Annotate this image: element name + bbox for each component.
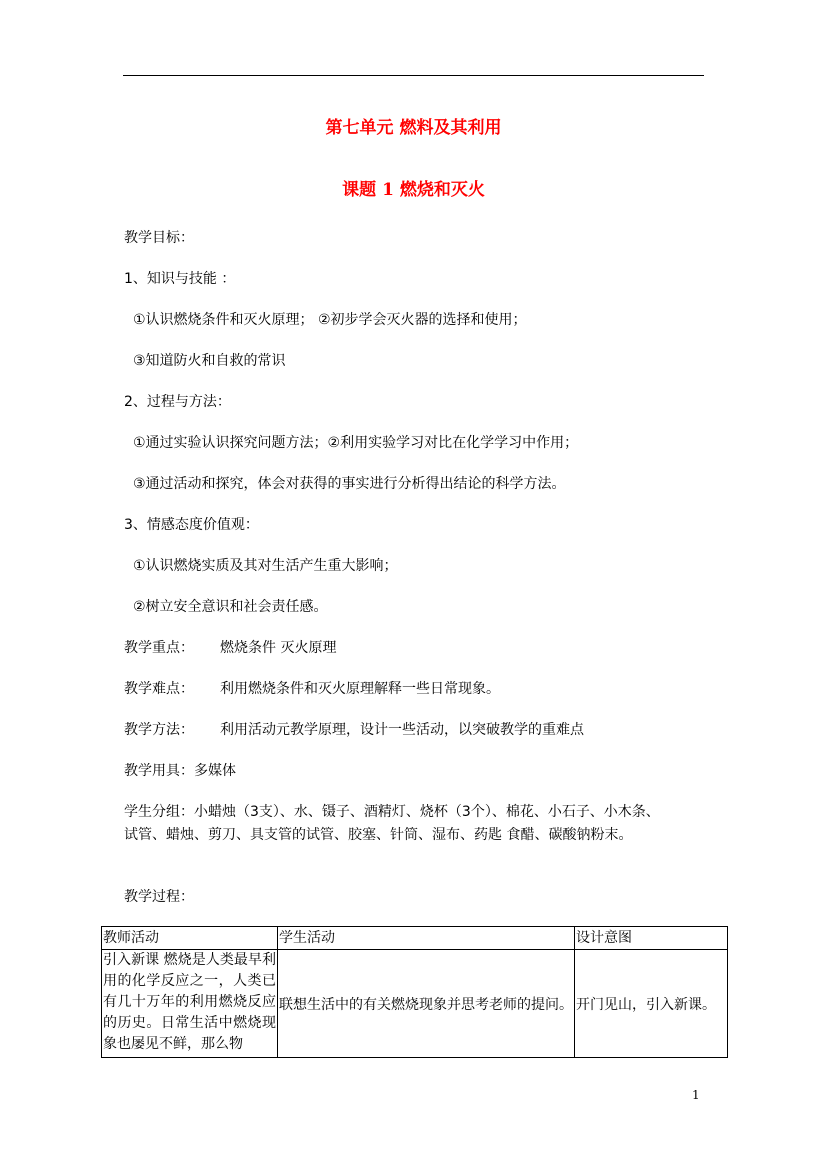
grouping-line-2: 试管、蜡烛、剪刀、具支管的试管、胶塞、针筒、湿布、药匙 食醋、碳酸钠粉末。 [124, 827, 633, 843]
header-student-activity: 学生活动 [278, 927, 575, 950]
teacher-activity-cell: 引入新课 燃烧是人类最早利用的化学反应之一，人类已有几十万年的利用燃烧反应的历史。日常生活中燃烧现象也屡见不鲜，那么物 [102, 950, 278, 1058]
student-activity-cell: 联想生活中的有关燃烧现象并思考老师的提问。 [278, 950, 575, 1058]
process-line-2: ③通过活动和探究，体会对获得的事实进行分析得出结论的科学方法。 [133, 476, 566, 492]
emotion-heading: 3、情感态度价值观： [124, 517, 259, 533]
process-heading: 2、过程与方法： [124, 394, 231, 410]
table-row [102, 950, 728, 1058]
process-section-heading: 教学过程： [124, 889, 194, 905]
methods-value: 利用活动元教学原理，设计一些活动，以突破教学的重难点 [220, 722, 584, 738]
header-design-intent: 设计意图 [575, 927, 728, 950]
difficulties-value: 利用燃烧条件和灭火原理解释一些日常现象。 [220, 681, 500, 697]
lesson-title: 课题 1 燃烧和灭火 [342, 180, 485, 200]
table-header-row [102, 927, 728, 950]
emotion-line-1: ①认识燃烧实质及其对生活产生重大影响； [133, 558, 398, 574]
unit-title: 第七单元 燃料及其利用 [325, 118, 502, 138]
key-points [124, 639, 336, 657]
header-teacher-activity: 教师活动 [102, 927, 278, 950]
key-points-label: 教学重点： [124, 640, 194, 656]
header-rule [123, 75, 704, 76]
difficulties [124, 680, 500, 698]
objectives-heading: 教学目标： [124, 230, 194, 246]
process-line-1: ①通过实验认识探究问题方法；②利用实验学习对比在化学学习中作用； [133, 435, 579, 451]
teaching-process-table [101, 926, 728, 1058]
knowledge-line-1: ①认识燃烧条件和灭火原理； ②初步学会灭火器的选择和使用； [133, 312, 527, 328]
key-points-value: 燃烧条件 灭火原理 [220, 640, 337, 656]
knowledge-line-2: ③知道防火和自救的常识 [133, 353, 286, 369]
methods [124, 721, 584, 739]
emotion-line-2: ②树立安全意识和社会责任感。 [133, 599, 328, 615]
grouping-line-1: 学生分组：小蜡烛（3支）、水、镊子、酒精灯、烧杯（3个）、棉花、小石子、小木条、 [124, 804, 660, 820]
difficulties-label: 教学难点： [124, 681, 194, 697]
teaching-tools: 教学用具：多媒体 [124, 763, 236, 779]
methods-label: 教学方法： [124, 722, 194, 738]
knowledge-heading: 1、知识与技能 ： [124, 271, 236, 287]
design-intent-cell: 开门见山，引入新课。 [575, 950, 728, 1058]
page-number: 1 [692, 1088, 700, 1102]
